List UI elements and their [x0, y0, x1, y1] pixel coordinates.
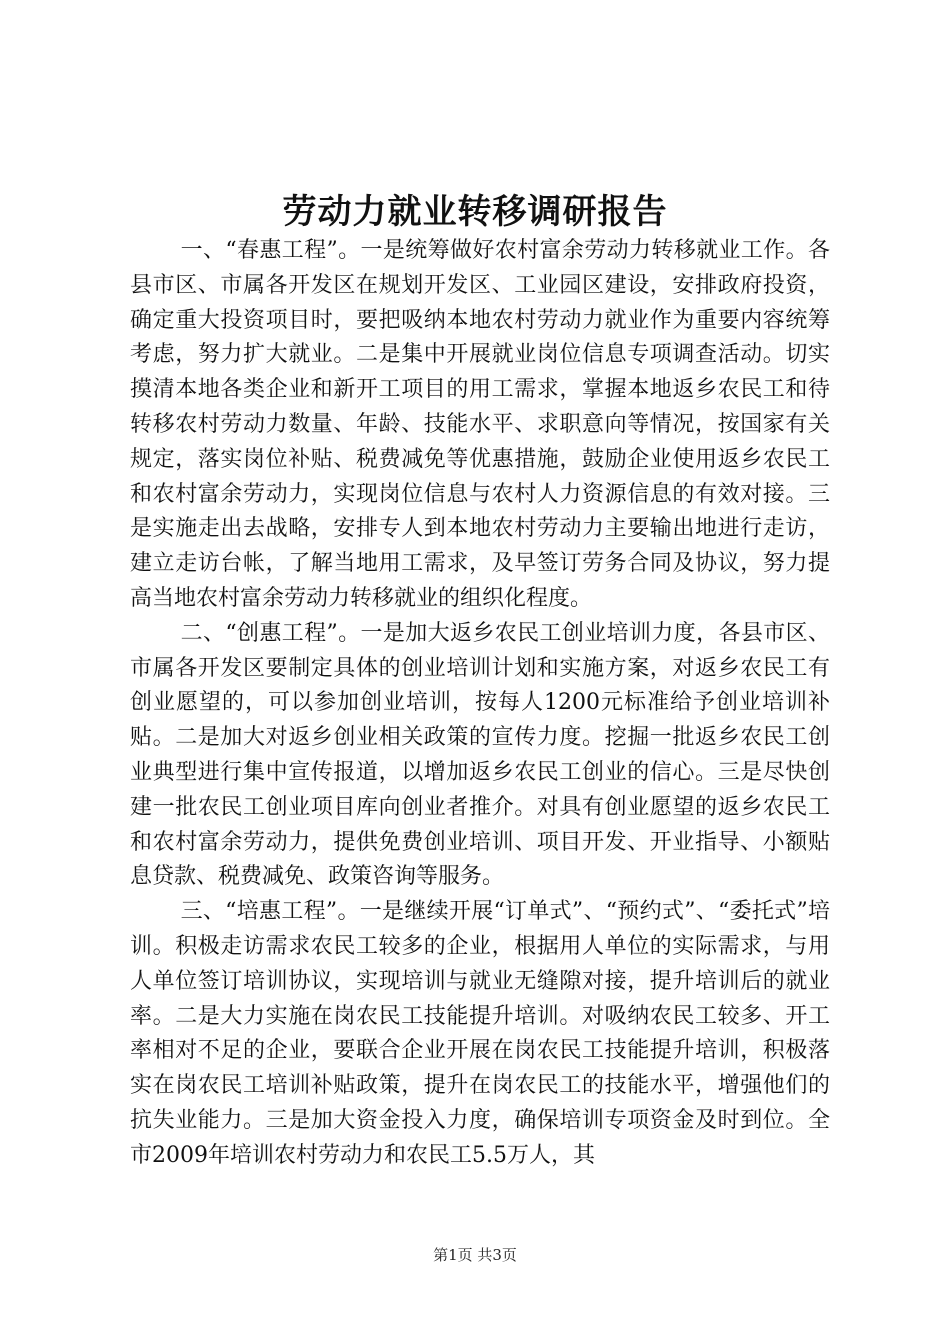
page-footer: 第1页 共3页: [433, 1246, 517, 1264]
paragraph-chuanghui: 二、“创惠工程”。一是加大返乡农民工创业培训力度，各县市区、市属各开发区要制定具体的创业培训计划和实施方案，对返乡农民工有创业愿望的，可以参加创业培训，按每人1200元标准给予创业培训补贴。二是加大对返乡创业相关政策的宣传力度。挖掘一批返乡农民工创业典型进行集中宣传报道，以增加返乡农民工创业的信心。三是尽快创建一批农民工创业项目库向创业者推介。对具有创业愿望的返乡农民工和农村富余劳动力，提供免费创业培训、项目开发、开业指导、小额贴息贷款、税费减免、政策咨询等服务。: [130, 620, 830, 890]
paragraph-peihui: 三、“培惠工程”。一是继续开展“订单式”、“预约式”、“委托式”培训。积极走访需求农民工较多的企业，根据用人单位的实际需求，与用人单位签订培训协议，实现培训与就业无缝隙对接，提升培训后的就业率。二是大力实施在岗农民工技能提升培训。对吸纳农民工较多、开工率相对不足的企业，要联合企业开展在岗农民工技能提升培训，积极落实在岗农民工培训补贴政策，提升在岗农民工的技能水平，增强他们的抗失业能力。三是加大资金投入力度，确保培训专项资金及时到位。全市2009年培训农村劳动力和农民工5.5万人，其: [130, 899, 830, 1168]
document-body: [130, 234, 830, 1174]
document-title: 劳动力就业转移调研报告: [282, 192, 668, 232]
paragraph-chunhui: 一、“春惠工程”。一是统筹做好农村富余劳动力转移就业工作。各县市区、市属各开发区在规划开发区、工业园区建设，安排政府投资，确定重大投资项目时，要把吸纳本地农村劳动力就业作为重要内容统筹考虑，努力扩大就业。二是集中开展就业岗位信息专项调查活动。切实摸清本地各类企业和新开工项目的用工需求，掌握本地返乡农民工和待转移农村劳动力数量、年龄、技能水平、求职意向等情况，按国家有关规定，落实岗位补贴、税费减免等优惠措施，鼓励企业使用返乡农民工和农村富余劳动力，实现岗位信息与农村人力资源信息的有效对接。三是实施走出去战略，安排专人到本地农村劳动力主要输出地进行走访，建立走访台帐，了解当地用工需求，及早签订劳务合同及协议，努力提高当地农村富余劳动力转移就业的组织化程度。: [130, 238, 830, 611]
